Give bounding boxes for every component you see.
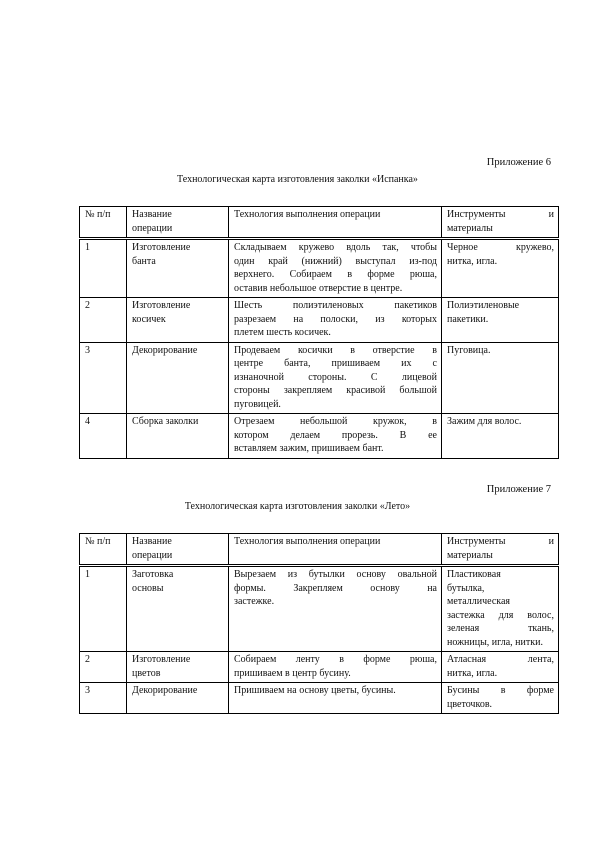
row-tech: Собираем ленту в форме рюша, пришиваем в центр бусину. — [229, 652, 442, 683]
table-row — [80, 298, 559, 343]
row-num: 2 — [80, 298, 127, 343]
header-num: № п/п — [80, 534, 127, 566]
row-tools: Полиэтиленовые пакетики. — [442, 298, 559, 343]
row-num: 1 — [80, 239, 127, 298]
table-header-row — [80, 534, 559, 566]
row-tools: Бусины в форме цветочков. — [442, 683, 559, 714]
row-name: Заготовка основы — [127, 566, 229, 652]
row-tools: Пуговица. — [442, 342, 559, 414]
table-title-6: Технологическая карта изготовления заколки «Испанка» — [177, 174, 418, 185]
table-row — [80, 239, 559, 298]
header-num: № п/п — [80, 207, 127, 239]
row-tools: Черное кружево, нитка, игла. — [442, 239, 559, 298]
row-tools: Зажим для волос. — [442, 414, 559, 459]
row-num: 3 — [80, 342, 127, 414]
header-name: Название операции — [127, 207, 229, 239]
header-tech: Технология выполнения операции — [229, 207, 442, 239]
header-tools: Инструменты и материалы — [442, 534, 559, 566]
row-num: 1 — [80, 566, 127, 652]
table-row — [80, 414, 559, 459]
row-tools: Пластиковая бутылка, металлическая застежка для волос, зеленая ткань, ножницы, игла, нитки. — [442, 566, 559, 652]
row-name: Изготовление косичек — [127, 298, 229, 343]
row-tech: Пришиваем на основу цветы, бусины. — [229, 683, 442, 714]
row-tools: Атласная лента, нитка, игла. — [442, 652, 559, 683]
table-header-row — [80, 207, 559, 239]
row-tech: Отрезаем небольшой кружок, в котором делаем прорезь. В ее вставляем зажим, пришиваем бант. — [229, 414, 442, 459]
appendix-label-7: Приложение 7 — [486, 484, 551, 495]
row-name: Декорирование — [127, 342, 229, 414]
row-tech: Продеваем косички в отверстие в центре банта, пришиваем их с изнаночной стороны. С лицевой стороны закрепляем красивой большой пуговицей. — [229, 342, 442, 414]
header-name: Название операции — [127, 534, 229, 566]
row-tech: Вырезаем из бутылки основу овальной формы. Закрепляем основу на застежке. — [229, 566, 442, 652]
table-row — [80, 683, 559, 714]
tech-card-table-6 — [79, 206, 559, 459]
table-row — [80, 652, 559, 683]
table-row — [80, 566, 559, 652]
row-num: 2 — [80, 652, 127, 683]
row-num: 3 — [80, 683, 127, 714]
row-name: Декорирование — [127, 683, 229, 714]
table-title-7: Технологическая карта изготовления заколки «Лето» — [184, 501, 411, 512]
row-tech: Складываем кружево вдоль так, чтобы один край (нижний) выступал из-под верхнего. Собираем в форме рюша, оставив небольшое отверстие в центре. — [229, 239, 442, 298]
tech-card-table-7 — [79, 533, 559, 714]
header-tools: Инструменты и материалы — [442, 207, 559, 239]
table-row — [80, 342, 559, 414]
row-name: Изготовление банта — [127, 239, 229, 298]
row-name: Изготовление цветов — [127, 652, 229, 683]
row-name: Сборка заколки — [127, 414, 229, 459]
appendix-label-6: Приложение 6 — [486, 157, 551, 168]
row-num: 4 — [80, 414, 127, 459]
header-tech: Технология выполнения операции — [229, 534, 442, 566]
row-tech: Шесть полиэтиленовых пакетиков разрезаем на полоски, из которых плетем шесть косичек. — [229, 298, 442, 343]
